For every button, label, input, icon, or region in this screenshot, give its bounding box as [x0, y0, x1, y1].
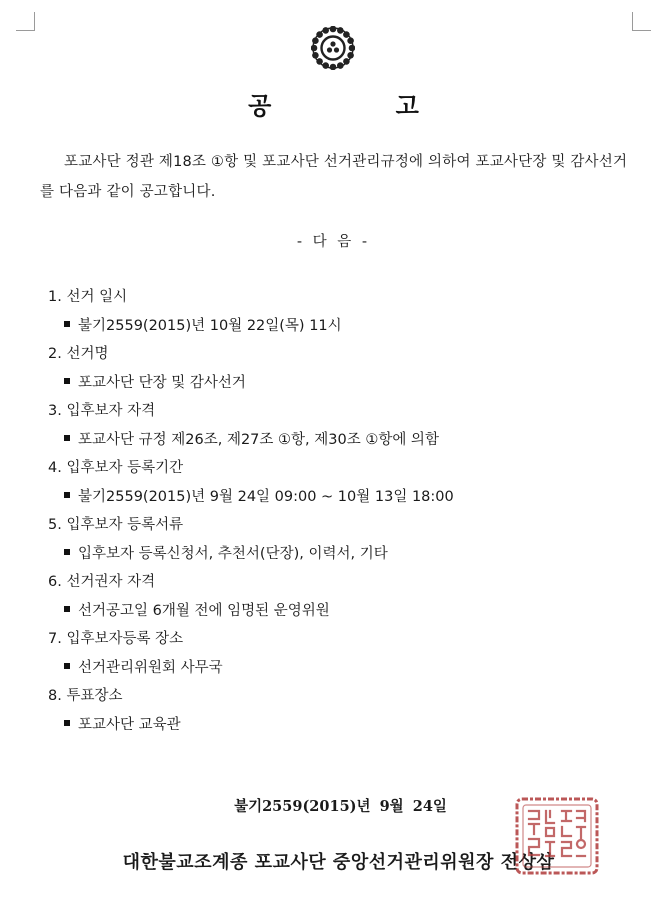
square-bullet-icon: [64, 720, 70, 726]
square-bullet-icon: [64, 435, 70, 441]
item-detail-text: 불기2559(2015)년 10월 22일(목) 11시: [78, 317, 342, 334]
square-bullet-icon: [64, 321, 70, 327]
item-heading: 3. 입후보자 자격: [48, 403, 156, 419]
item-heading: 5. 입후보자 등록서류: [48, 517, 184, 533]
section-subheading: - 다 음 -: [296, 234, 371, 250]
page-corner-mark-top-right: [632, 12, 651, 31]
page-title: 공 고: [248, 91, 477, 120]
square-bullet-icon: [64, 549, 70, 555]
item-detail: [48, 654, 628, 683]
item-detail: [48, 597, 628, 626]
official-seal-stamp: [514, 796, 600, 876]
square-bullet-icon: [64, 606, 70, 612]
item-detail-text: 불기2559(2015)년 9월 24일 09:00 ~ 10월 13일 18:00: [78, 488, 454, 505]
item-detail: [48, 711, 628, 740]
item-detail: [48, 540, 628, 569]
issue-date: 불기2559(2015)년 9월 24일: [234, 798, 447, 815]
intro-paragraph: 포교사단 정관 제18조 ①항 및 포교사단 선거관리규정에 의하여 포교사단장 및 감사선거를 다음과 같이 공고합니다.: [40, 154, 628, 200]
item-heading: 8. 투표장소: [48, 688, 123, 704]
item-detail-text: 입후보자 등록신청서, 추천서(단장), 이력서, 기타: [78, 545, 388, 562]
item-heading: 7. 입후보자등록 장소: [48, 631, 184, 647]
item-heading: 1. 선거 일시: [48, 289, 128, 305]
notice-items-list: [48, 283, 628, 739]
item-detail-text: 포교사단 단장 및 감사선거: [78, 374, 246, 391]
page-corner-mark-top-left: [16, 12, 35, 31]
item-detail: [48, 369, 628, 398]
item-detail: [48, 483, 628, 512]
item-detail-text: 선거공고일 6개월 전에 임명된 운영위원: [78, 602, 330, 619]
item-detail: [48, 312, 628, 341]
item-heading: 4. 입후보자 등록기간: [48, 460, 184, 476]
item-detail-text: 포교사단 교육관: [78, 716, 181, 733]
item-heading: 6. 선거권자 자격: [48, 574, 156, 590]
item-detail-text: 선거관리위원회 사무국: [78, 659, 223, 676]
item-heading: 2. 선거명: [48, 346, 109, 362]
dharma-wheel-emblem-icon: [311, 26, 355, 70]
square-bullet-icon: [64, 378, 70, 384]
square-bullet-icon: [64, 492, 70, 498]
signature-line: 대한불교조계종 포교사단 중앙선거관리위원장 전상삼: [122, 852, 555, 873]
item-detail: [48, 426, 628, 455]
square-bullet-icon: [64, 663, 70, 669]
item-detail-text: 포교사단 규정 제26조, 제27조 ①항, 제30조 ①항에 의함: [78, 431, 439, 448]
